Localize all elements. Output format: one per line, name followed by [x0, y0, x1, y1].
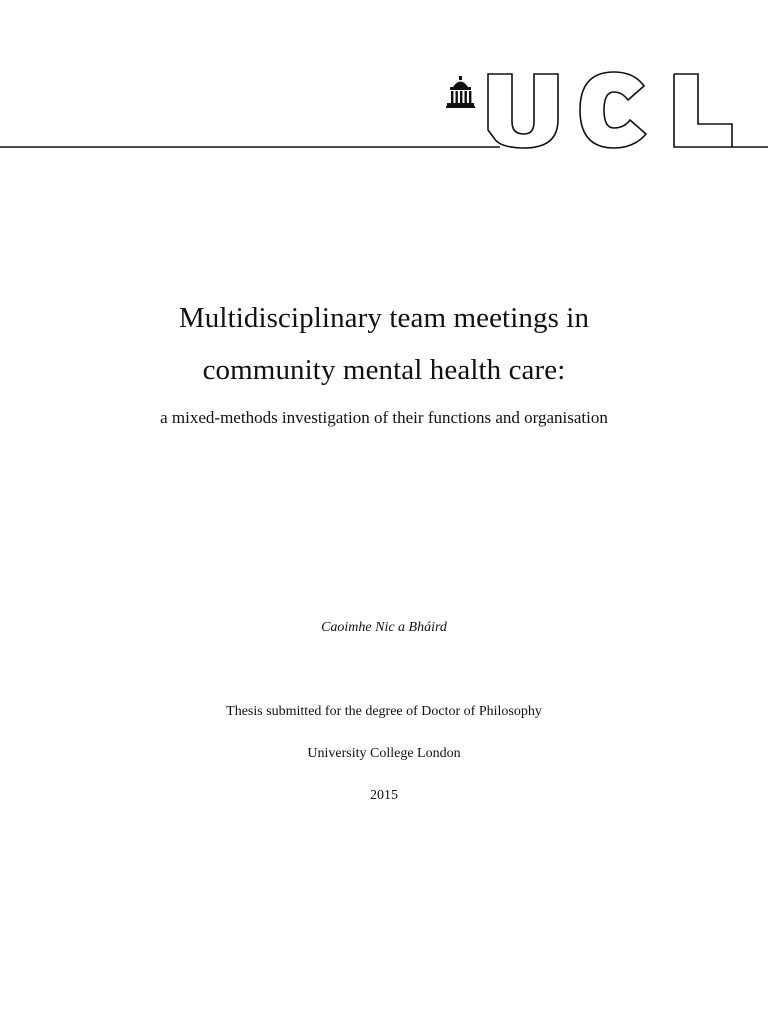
degree-statement: Thesis submitted for the degree of Doctor of Philosophy — [226, 704, 542, 719]
author-name: Caoimhe Nic a Bháird — [321, 620, 447, 635]
submission-year: 2015 — [370, 788, 398, 803]
title-line-2: community mental health care: — [202, 354, 566, 386]
title-line-1: Multidisciplinary team meetings in — [178, 302, 590, 334]
ucl-letter-u — [488, 74, 558, 148]
thesis-title — [0, 292, 768, 396]
institution-name: University College London — [307, 746, 461, 761]
ucl-letter-l-base — [674, 74, 732, 147]
portico-dome-icon — [446, 76, 475, 108]
ucl-wordmark — [488, 72, 768, 148]
ucl-logo — [0, 0, 768, 160]
ucl-letter-l — [674, 74, 768, 147]
ucl-header-band — [0, 0, 768, 160]
ucl-letter-c — [580, 72, 646, 148]
thesis-subtitle: a mixed-methods investigation of their functions and organisation — [160, 408, 608, 427]
